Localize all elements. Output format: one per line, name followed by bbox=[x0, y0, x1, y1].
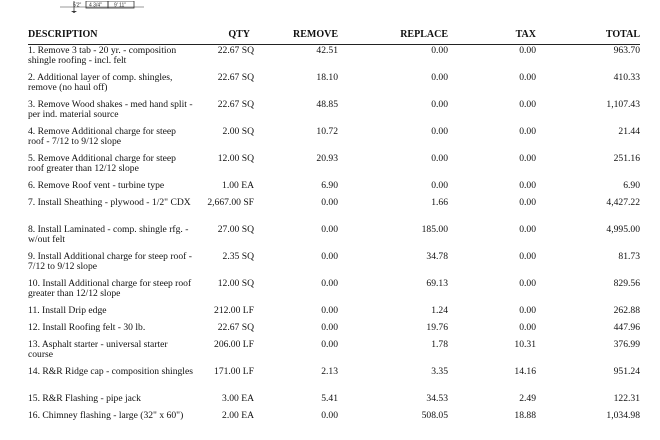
table-row bbox=[28, 410, 640, 437]
cell-tax: 10.31 bbox=[514, 339, 536, 351]
cell-total: 122.31 bbox=[613, 393, 640, 405]
cell-qty: 206.00 LF bbox=[214, 339, 254, 351]
cell-qty: 22.67 SQ bbox=[217, 99, 254, 111]
cell-replace: 0.00 bbox=[431, 72, 448, 84]
cell-remove: 5.41 bbox=[321, 393, 338, 405]
cell-tax: 0.00 bbox=[519, 322, 536, 334]
cell-tax: 0.00 bbox=[519, 126, 536, 138]
table-row bbox=[28, 45, 640, 73]
cell-tax: 0.00 bbox=[519, 305, 536, 317]
cell-qty: 22.67 SQ bbox=[217, 322, 254, 334]
cell-remove: 42.51 bbox=[316, 45, 338, 57]
cell-replace: 1.78 bbox=[431, 339, 448, 351]
table-row bbox=[28, 126, 640, 153]
cell-qty: 12.00 SQ bbox=[217, 278, 254, 290]
table-row bbox=[28, 180, 640, 197]
cell-description: 7. Install Sheathing - plywood - 1/2" CDX bbox=[28, 197, 191, 209]
cell-total: 1,034.98 bbox=[606, 410, 640, 422]
cell-qty: 12.00 SQ bbox=[217, 153, 254, 165]
cell-qty: 3.00 EA bbox=[222, 393, 254, 405]
cell-description: 12. Install Roofing felt - 30 lb. bbox=[28, 322, 146, 334]
table-row bbox=[28, 197, 640, 224]
cell-remove: 0.00 bbox=[321, 305, 338, 317]
cell-total: 829.56 bbox=[613, 278, 640, 290]
cell-replace: 0.00 bbox=[431, 99, 448, 111]
cell-replace: 0.00 bbox=[431, 153, 448, 165]
cell-qty: 22.67 SQ bbox=[217, 45, 254, 57]
cell-tax: 0.00 bbox=[519, 251, 536, 263]
cell-total: 410.33 bbox=[613, 72, 640, 84]
cell-description: 2. Additional layer of comp. shingles, remove (no haul off) bbox=[28, 72, 173, 94]
cell-tax: 0.00 bbox=[519, 278, 536, 290]
cell-remove: 18.10 bbox=[316, 72, 338, 84]
cell-tax: 0.00 bbox=[519, 224, 536, 236]
cell-qty: 27.00 SQ bbox=[217, 224, 254, 236]
cell-tax: 0.00 bbox=[519, 99, 536, 111]
cell-qty: 2.00 SQ bbox=[222, 126, 254, 138]
cell-description: 3. Remove Wood shakes - med hand split - per ind. material source bbox=[28, 99, 193, 121]
cell-replace: 3.35 bbox=[431, 366, 448, 378]
column-header-qty: QTY bbox=[198, 27, 260, 45]
cell-qty: 22.67 SQ bbox=[217, 72, 254, 84]
cell-replace: 19.76 bbox=[426, 322, 448, 334]
cell-replace: 1.66 bbox=[431, 197, 448, 209]
column-header-remove: REMOVE bbox=[260, 27, 356, 45]
cell-total: 251.16 bbox=[613, 153, 640, 165]
cell-total: 447.96 bbox=[613, 322, 640, 334]
roof-sketch-fragment bbox=[58, 0, 148, 12]
table-header-row bbox=[28, 27, 640, 45]
cell-description: 11. Install Drip edge bbox=[28, 305, 107, 317]
cell-total: 951.24 bbox=[613, 366, 640, 378]
estimate-line-items-table bbox=[28, 27, 640, 437]
table-row bbox=[28, 72, 640, 99]
cell-description: 10. Install Additional charge for steep roof greater than 12/12 slope bbox=[28, 278, 192, 300]
cell-remove: 0.00 bbox=[321, 322, 338, 334]
cell-remove: 6.90 bbox=[321, 180, 338, 192]
table-row bbox=[28, 305, 640, 322]
cell-remove: 2.13 bbox=[321, 366, 338, 378]
table-row bbox=[28, 393, 640, 410]
cell-replace: 34.53 bbox=[426, 393, 448, 405]
column-header-total: TOTAL bbox=[558, 27, 640, 45]
cell-remove: 0.00 bbox=[321, 339, 338, 351]
cell-tax: 0.00 bbox=[519, 153, 536, 165]
cell-total: 4,995.00 bbox=[606, 224, 640, 236]
table-row bbox=[28, 322, 640, 339]
cell-remove: 20.93 bbox=[316, 153, 338, 165]
cell-description: 14. R&R Ridge cap - composition shingles bbox=[28, 366, 193, 378]
cell-remove: 0.00 bbox=[321, 410, 338, 422]
cell-qty: 171.00 LF bbox=[214, 366, 254, 378]
cell-remove: 0.00 bbox=[321, 197, 338, 209]
table-row bbox=[28, 153, 640, 180]
cell-total: 376.99 bbox=[613, 339, 640, 351]
cell-description: 13. Asphalt starter - universal starter course bbox=[28, 339, 168, 361]
table-row bbox=[28, 251, 640, 278]
cell-qty: 212.00 LF bbox=[214, 305, 254, 317]
cell-description: 9. Install Additional charge for steep roof - 7/12 to 9/12 slope bbox=[28, 251, 192, 273]
table-row bbox=[28, 278, 640, 305]
cell-remove: 0.00 bbox=[321, 224, 338, 236]
cell-qty: 2,667.00 SF bbox=[207, 197, 254, 209]
cell-description: 1. Remove 3 tab - 20 yr. - composition shingle roofing - incl. felt bbox=[28, 45, 177, 67]
table-row bbox=[28, 366, 640, 393]
table-row bbox=[28, 224, 640, 251]
cell-tax: 14.16 bbox=[514, 366, 536, 378]
cell-replace: 508.05 bbox=[421, 410, 448, 422]
sketch-label: 5'2" bbox=[73, 2, 82, 9]
cell-total: 6.90 bbox=[623, 180, 640, 192]
cell-remove: 0.00 bbox=[321, 278, 338, 290]
cell-remove: 0.00 bbox=[321, 251, 338, 263]
cell-total: 21.44 bbox=[618, 126, 640, 138]
cell-replace: 1.24 bbox=[431, 305, 448, 317]
cell-total: 4,427.22 bbox=[606, 197, 640, 209]
cell-tax: 18.88 bbox=[514, 410, 536, 422]
cell-qty: 2.00 EA bbox=[222, 410, 254, 422]
cell-total: 963.70 bbox=[613, 45, 640, 57]
column-header-replace: REPLACE bbox=[356, 27, 466, 45]
cell-remove: 10.72 bbox=[316, 126, 338, 138]
sketch-label: 9' 11" bbox=[114, 2, 127, 9]
table-row bbox=[28, 339, 640, 366]
cell-total: 1,107.43 bbox=[606, 99, 640, 111]
column-header-tax: TAX bbox=[466, 27, 558, 45]
sketch-label: 4 3/4" bbox=[89, 2, 102, 9]
cell-description: 5. Remove Additional charge for steep roof greater than 12/12 slope bbox=[28, 153, 176, 175]
cell-replace: 34.78 bbox=[426, 251, 448, 263]
cell-description: 4. Remove Additional charge for steep roof - 7/12 to 9/12 slope bbox=[28, 126, 176, 148]
cell-replace: 69.13 bbox=[426, 278, 448, 290]
cell-description: 16. Chimney flashing - large (32" x 60") bbox=[28, 410, 184, 422]
cell-total: 262.88 bbox=[613, 305, 640, 317]
cell-tax: 0.00 bbox=[519, 197, 536, 209]
cell-remove: 48.85 bbox=[316, 99, 338, 111]
cell-replace: 0.00 bbox=[431, 45, 448, 57]
cell-replace: 0.00 bbox=[431, 126, 448, 138]
cell-description: 6. Remove Roof vent - turbine type bbox=[28, 180, 165, 192]
cell-tax: 0.00 bbox=[519, 72, 536, 84]
cell-replace: 0.00 bbox=[431, 180, 448, 192]
cell-tax: 0.00 bbox=[519, 180, 536, 192]
cell-tax: 2.49 bbox=[519, 393, 536, 405]
cell-total: 81.73 bbox=[618, 251, 640, 263]
cell-description: 15. R&R Flashing - pipe jack bbox=[28, 393, 141, 405]
cell-qty: 1.00 EA bbox=[222, 180, 254, 192]
cell-description: 8. Install Laminated - comp. shingle rfg. - w/out felt bbox=[28, 224, 189, 246]
cell-replace: 185.00 bbox=[421, 224, 448, 236]
table-row bbox=[28, 99, 640, 126]
column-header-description: DESCRIPTION bbox=[28, 27, 198, 45]
cell-tax: 0.00 bbox=[519, 45, 536, 57]
cell-qty: 2.35 SQ bbox=[222, 251, 254, 263]
